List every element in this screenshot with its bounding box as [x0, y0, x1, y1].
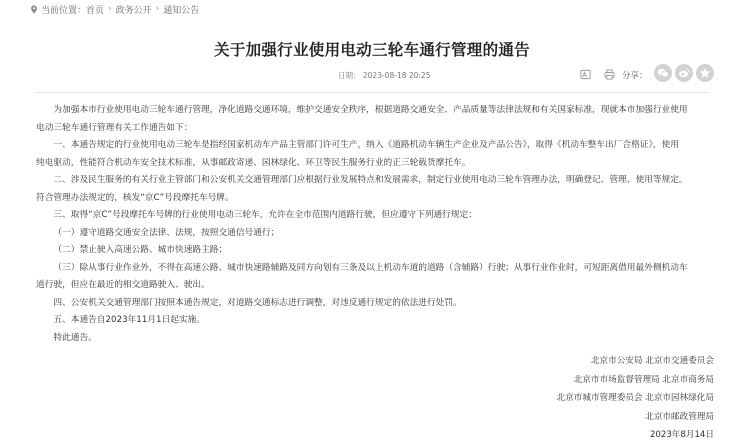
weibo-icon [678, 68, 690, 78]
breadcrumb-prefix: 当前位置： [41, 5, 87, 16]
breadcrumb-home-link[interactable]: 首页 [86, 5, 105, 16]
font-size-icon[interactable] [580, 69, 591, 80]
publish-date: 日期： 2023-08-18 20:25 [338, 71, 431, 80]
article-meta-bar [0, 64, 744, 86]
page-title: 关于加强行业使用电动三轮车通行管理的通告 [213, 41, 530, 59]
article-paragraph-4: 四、公安机关交通管理部门按照本通告规定，对道路交通标志进行调整，对违反通行规定的依法进行处罚。 [53, 297, 462, 308]
article-rule-3-cont: 道行驶，但应在最近的相交道路驶入、驶出。 [36, 280, 210, 290]
location-pin-icon [30, 5, 38, 14]
breadcrumb-notices-link[interactable]: 通知公告 [163, 5, 200, 16]
signature-block [454, 352, 714, 445]
article-paragraph-5: 五、本通告自2023年11月1日起实施。 [53, 315, 206, 325]
share-weibo-button[interactable] [675, 64, 693, 82]
share-wechat-button[interactable] [654, 64, 672, 82]
article-paragraph-1: 一、本通告规定的行业使用电动三轮车是指经国家机动车产品主管部门许可生产，纳入《道路机动车辆生产企业及产品公告》，取得《机动车整车出厂合格证》，使用 [53, 140, 679, 150]
article-paragraph-intro-cont: 电动三轮车通行管理有关工作通告如下： [36, 122, 193, 133]
article-paragraph-1-cont: 纯电驱动，性能符合机动车安全技术标准，从事邮政寄递、园林绿化、环卫等民生服务行业的正三轮载货摩托车。 [36, 157, 471, 168]
breadcrumb-separator: › [108, 4, 112, 14]
article-closing: 特此通告。 [53, 332, 97, 343]
article-rule-1: （一）遵守道路交通安全法律、法规，按照交通信号通行； [53, 227, 280, 238]
article-paragraph-3: 三、取得“京C”号段摩托车号牌的行业使用电动三轮车，允许在全市范围内道路行驶，但应遵守下列通行规定： [53, 210, 477, 220]
article-body [36, 102, 726, 347]
article-rule-3: （三）除从事行业作业外，不得在高速公路、城市快速路辅路及同方向划有三条及以上机动车道的道路（含辅路）行驶；从事行业作业时，可短距离借用最外侧机动车 [53, 262, 688, 273]
wechat-icon [657, 68, 669, 78]
signature-date: 2023年8月14日 [649, 430, 714, 441]
breadcrumb [30, 2, 199, 16]
share-label: 分享： [622, 71, 648, 81]
article-paragraph-2-cont: 符合管理办法规定的，核发“京C”号段摩托车号牌。 [36, 192, 234, 203]
article-paragraph-2: 二、涉及民生服务的有关行业主管部门和公安机关交通管理部门应根据行业发展特点和发展需求，制定行业使用电动三轮车管理办法，明确登记、管理、使用等规定。 [53, 175, 688, 185]
signature-line: 北京市市场监督管理局 北京市商务局 [573, 374, 714, 385]
signature-line: 北京市邮政管理局 [645, 411, 714, 422]
breadcrumb-gov-affairs-link[interactable]: 政务公开 [115, 5, 152, 16]
share-qzone-button[interactable] [696, 64, 714, 82]
print-icon[interactable] [604, 69, 615, 80]
article-rule-2: （二）禁止驶入高速公路、城市快速路主路； [53, 245, 228, 255]
header-divider [34, 92, 710, 93]
article-paragraph-intro: 为加强本市行业使用电动三轮车通行管理，净化道路交通环境，维护交通安全秩序，根据道路交通安全、产品质量等法律法规和有关国家标准，现就本市加强行业使用 [53, 105, 688, 115]
qzone-icon [699, 67, 711, 79]
signature-line: 北京市公安局 北京市交通委员会 [590, 356, 714, 366]
breadcrumb-separator: › [155, 4, 160, 14]
signature-line: 北京市城市管理委员会 北京市园林绿化局 [556, 393, 714, 404]
